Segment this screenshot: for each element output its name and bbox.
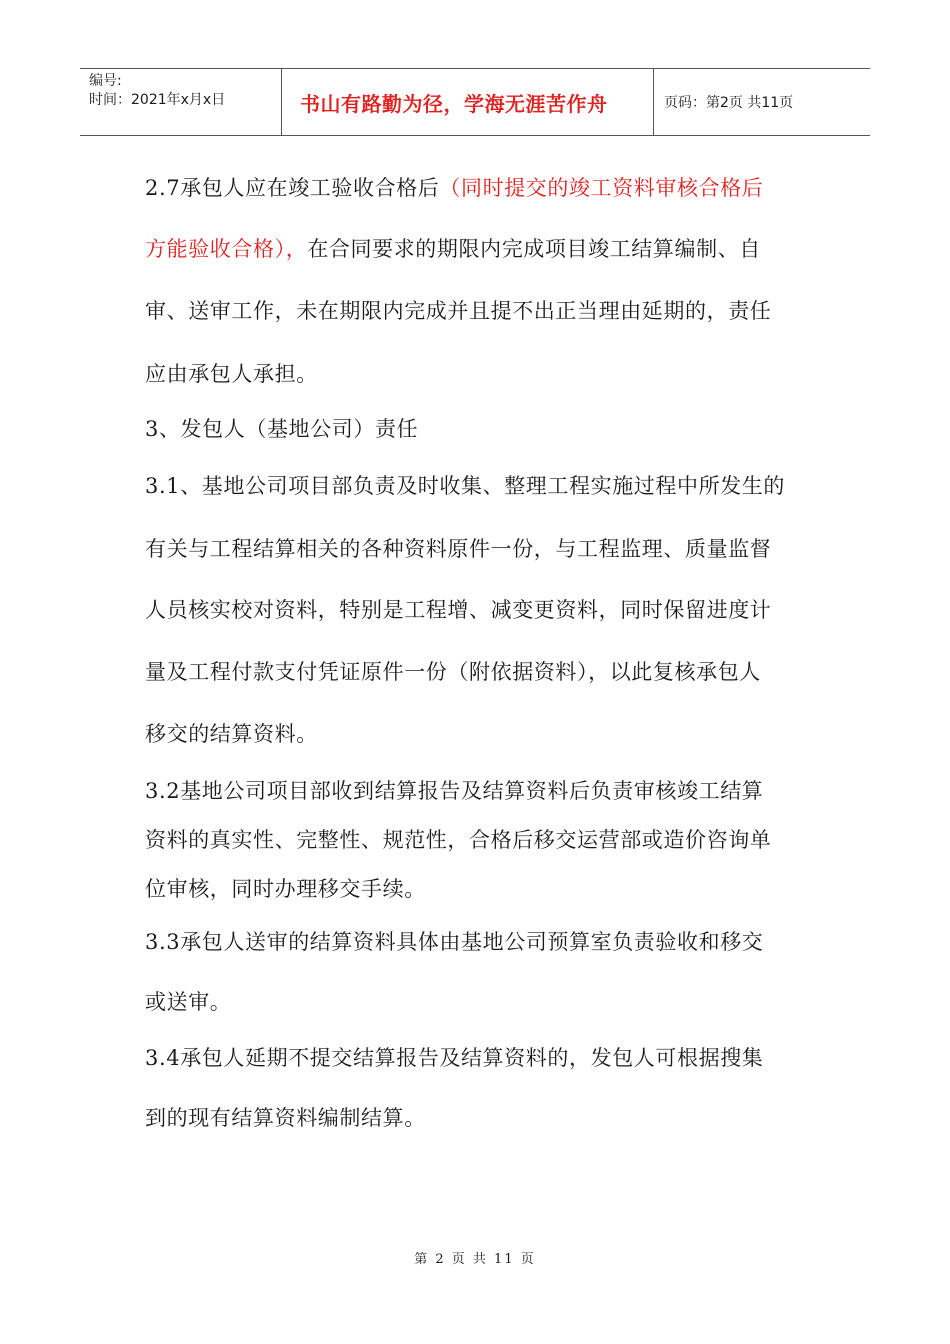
page-footer: [0, 1248, 950, 1267]
paragraph-3-2-line-2: 资料的真实性、完整性、规范性，合格后移交运营部或造价咨询单: [145, 828, 772, 852]
paragraph-2-7-line-3: 审、送审工作，未在期限内完成并且提不出正当理由延期的，责任: [145, 299, 772, 323]
paragraph-2-7-line-1: [145, 172, 815, 202]
paragraph-3-4-line-2: 到的现有结算资料编制结算。: [145, 1106, 426, 1130]
highlight-text: （同时提交的竣工资料审核合格后: [439, 176, 764, 200]
paragraph-3-2-line-3: 位审核，同时办理移交手续。: [145, 877, 426, 901]
paragraph-3-1-line-4: 量及工程付款支付凭证原件一份（附依据资料），以此复核承包人: [145, 660, 761, 684]
text-run: 在合同要求的期限内完成项目竣工结算编制、自: [307, 237, 761, 261]
motto-text: 书山有路勤为径，学海无涯苦作舟: [300, 91, 608, 116]
number-label: 编号:: [89, 73, 122, 89]
header-motto: [282, 69, 654, 135]
header-page-info: [654, 69, 870, 135]
document-header: [80, 68, 870, 136]
paragraph-3-2-line-1: 3.2基地公司项目部收到结算报告及结算资料后负责审核竣工结算: [145, 779, 764, 803]
paragraph-3-1-line-2: 有关与工程结算相关的各种资料原件一份，与工程监理、质量监督: [145, 537, 772, 561]
header-meta: [80, 69, 282, 135]
time-label: 时间：2021年x月x日: [89, 92, 226, 108]
paragraph-2-7-line-2: [145, 233, 815, 263]
paragraph-3-3-line-2: 或送审。: [145, 990, 232, 1014]
page-info-text: 页码：第2页 共11页: [664, 95, 794, 111]
paragraph-3-1-line-3: 人员核实校对资料，特别是工程增、减变更资料，同时保留进度计: [145, 598, 772, 622]
paragraph-3-3-line-1: 3.3承包人送审的结算资料具体由基地公司预算室负责验收和移交: [145, 930, 764, 954]
section-3-title: 3、发包人（基地公司）责任: [145, 417, 419, 441]
paragraph-3-1-line-5: 移交的结算资料。: [145, 722, 318, 746]
paragraph-2-7-line-4: 应由承包人承担。: [145, 362, 318, 386]
text-run: 2.7承包人应在竣工验收合格后: [145, 176, 440, 200]
paragraph-3-4-line-1: 3.4承包人延期不提交结算报告及结算资料的，发包人可根据搜集: [145, 1046, 764, 1070]
footer-page-number: 第 2 页 共 11 页: [414, 1252, 536, 1267]
paragraph-3-1-line-1: 3.1、基地公司项目部负责及时收集、整理工程实施过程中所发生的: [145, 474, 785, 498]
highlight-text: 方能验收合格），: [145, 237, 308, 261]
